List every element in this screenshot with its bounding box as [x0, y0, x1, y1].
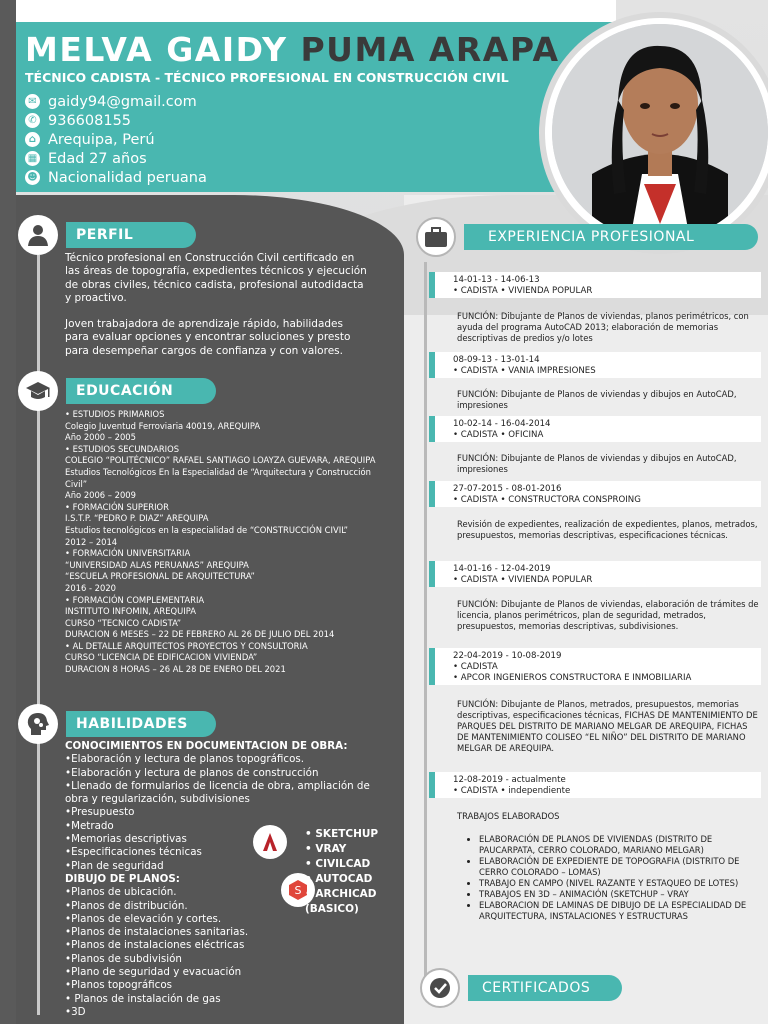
- habilidad-item: •Elaboración y lectura de planos de construcción: [65, 766, 319, 779]
- software-item: • AUTOCAD: [305, 873, 373, 885]
- section-title: PERFIL: [66, 222, 196, 248]
- software-item: • ARCHICAD: [305, 888, 377, 900]
- home-icon: ⌂: [25, 132, 40, 147]
- plano-item: •Planos de instalaciones eléctricas: [65, 939, 245, 952]
- calendar-icon: ▦: [25, 151, 40, 166]
- educacion-line: • AL DETALLE ARQUITECTOS PROYECTOS Y CONSULTORIA: [65, 640, 308, 651]
- email-icon: ✉: [25, 94, 40, 109]
- plano-item: •Planos de elevación y cortes.: [65, 912, 222, 925]
- job-header: [435, 481, 761, 507]
- job-role: • CADISTA: [453, 662, 498, 672]
- software-item: • CIVILCAD: [305, 858, 371, 870]
- educacion-line: Año 2000 – 2005: [65, 432, 136, 443]
- job-header: [435, 352, 761, 378]
- educacion-line: INSTITUTO INFOMIN, AREQUIPA: [65, 606, 196, 617]
- section-title: HABILIDADES: [66, 711, 216, 737]
- plano-item: •3D: [65, 1005, 86, 1018]
- plano-item: •Planos de ubicación.: [65, 886, 177, 899]
- full-name: MELVA GAIDY PUMA ARAPA: [25, 30, 560, 69]
- software-item: • VRAY: [305, 843, 347, 855]
- section-title: CERTIFICADOS: [468, 975, 622, 1001]
- habilidad-item: •Memorias descriptivas: [65, 833, 187, 846]
- educacion-line: “UNIVERSIDAD ALAS PERUANAS” AREQUIPA: [65, 559, 249, 570]
- job-function: FUNCIÓN: Dibujante de Planos de viviendas y dibujos en AutoCAD, impresiones: [457, 389, 737, 410]
- job-role: • CADISTA • VIVIENDA POPULAR: [453, 575, 593, 585]
- educacion-line: CURSO “LICENCIA DE EDIFICACION VIVIENDA”: [65, 652, 258, 663]
- job-header: [435, 416, 761, 442]
- job-dates: 08-09-13 - 13-01-14: [453, 355, 540, 365]
- job-role: • CADISTA • VIVIENDA POPULAR: [453, 286, 593, 296]
- contact-nationality: ☻ Nacionalidad peruana: [25, 168, 207, 187]
- person-icon: ☻: [25, 170, 40, 185]
- plano-item: •Planos de subdivisión: [65, 952, 182, 965]
- job-function: FUNCIÓN: Dibujante de Planos de viviendas, elaboración de trámites de licencia, planos perimétricos, plan de seguridad, metrados, presupuestos, memorias descriptivas, subdivisiones.: [457, 599, 759, 631]
- trabajo-item: • ELABORACIÓN DE EXPEDIENTE DE TOPOGRAFIA (DISTRITO DE CERRO COLORADO – LOMAS): [479, 856, 757, 878]
- job-function: FUNCIÓN: Dibujante de Planos de viviendas y dibujos en AutoCAD, impresiones: [457, 453, 737, 474]
- contact-age: ▦ Edad 27 años: [25, 149, 207, 168]
- educacion-list: [65, 409, 385, 676]
- habilidad-item: •Plan de seguridad: [65, 859, 164, 872]
- job-dates: 10-02-14 - 16-04-2014: [453, 419, 551, 429]
- job-function: FUNCIÓN: Dibujante de Planos, metrados, presupuestos, memorias descriptivas, especificaciones técnicas, FICHAS DE MANTENIMIENTO DE PARQUES DEL DISTRITO DE MARIANO MELGAR DE AREQUIPA, FICHAS DE MANTENIMIENTO COLISEO “EL NIÑO” DEL DISTRITO DE MARIANO MELGAR DE AREQUIPA.: [457, 699, 758, 753]
- habilidades-heading-2: DIBUJO DE PLANOS:: [65, 872, 180, 885]
- trabajo-item: • ELABORACIÓN DE PLANOS DE VIVIENDAS (DISTRITO DE PAUCARPATA, CERRO COLORADO, MARIANO MELGAR): [479, 834, 757, 856]
- educacion-line: CURSO “TECNICO CADISTA”: [65, 617, 182, 628]
- educacion-line: • ESTUDIOS PRIMARIOS: [65, 409, 165, 419]
- trabajos-title: TRABAJOS ELABORADOS: [457, 811, 560, 821]
- section-habilidades-header: [18, 704, 208, 744]
- trabajo-item: • ELABORACION DE LAMINAS DE DIBUJO DE LA ESPECIALIDAD DE ARQUITECTURA, INSTALACIONES Y ESTRUCTURAS: [479, 900, 757, 922]
- job-header: [435, 648, 761, 685]
- educacion-line: • ESTUDIOS SECUNDARIOS: [65, 443, 180, 454]
- certificate-badge-icon: [420, 968, 460, 1008]
- educacion-line: DURACION 6 MESES – 22 DE FEBRERO AL 26 DE JULIO DEL 2014: [65, 629, 335, 640]
- educacion-line: I.S.T.P. “PEDRO P. DIAZ” AREQUIPA: [65, 513, 209, 524]
- educacion-line: • FORMACIÓN UNIVERSITARIA: [65, 548, 191, 559]
- job-header: [435, 561, 761, 587]
- habilidad-item: •Metrado: [65, 819, 114, 832]
- habilidad-item: •Presupuesto: [65, 806, 135, 819]
- perfil-paragraph-2: Joven trabajadora de aprendizaje rápido, habilidades para evaluar opciones y encontrar soluciones y presto para desempeñar cargos de confianza y con valores.: [65, 318, 351, 357]
- educacion-line: DURACION 8 HORAS – 26 AL 28 DE ENERO DEL 2021: [65, 664, 286, 675]
- plano-item: • Planos de instalación de gas: [65, 992, 221, 1005]
- educacion-line: Año 2006 – 2009: [65, 490, 136, 501]
- profile-photo: [552, 24, 768, 240]
- educacion-line: COLEGIO “POLITÉCNICO” RAFAEL SANTIAGO LOAYZA GUEVARA, AREQUIPA: [65, 455, 376, 466]
- software-item: (BASICO): [305, 903, 359, 915]
- user-icon: [18, 215, 58, 255]
- educacion-line: • FORMACIÓN COMPLEMENTARIA: [65, 594, 205, 605]
- job-role: • CADISTA • VANIA IMPRESIONES: [453, 366, 596, 376]
- plano-item: •Planos de instalaciones sanitarias.: [65, 926, 249, 939]
- job-role: • CADISTA • CONSTRUCTORA CONSPROING: [453, 495, 641, 505]
- job-role: • CADISTA • independiente: [453, 786, 571, 796]
- job-company: • APCOR INGENIEROS CONSTRUCTORA E INMOBILIARIA: [453, 673, 692, 683]
- section-educacion-header: [18, 371, 208, 411]
- trabajos-elaborados: [457, 811, 757, 922]
- job-function: FUNCIÓN: Dibujante de Planos de viviendas, planos perimétricos, con ayuda del programa AutoCAD 2013; elaboración de memorias descriptivas de predios y/o lotes: [457, 311, 749, 343]
- head-gears-icon: [18, 704, 58, 744]
- habilidades-heading-1: CONOCIMIENTOS EN DOCUMENTACION DE OBRA:: [65, 740, 348, 752]
- contact-phone: ✆ 936608155: [25, 111, 207, 130]
- job-header: [435, 772, 761, 798]
- educacion-line: Estudios Tecnológicos En la Especialidad de “Arquitectura y Construcción Civil”: [65, 466, 371, 489]
- section-title: EDUCACIÓN: [66, 378, 216, 404]
- job-header: [435, 272, 761, 298]
- job-dates: 12-08-2019 - actualmente: [453, 775, 566, 785]
- contact-location: ⌂ Arequipa, Perú: [25, 130, 207, 149]
- educacion-line: 2016 - 2020: [65, 582, 116, 593]
- perfil-paragraph-1: Técnico profesional en Construcción Civil certificado en las áreas de topografía, expedientes técnicos y ejecución de obras civiles, técnico cadista, profesional autodidacta y proactivo.: [65, 252, 367, 304]
- svg-text:S: S: [294, 884, 302, 897]
- right-timeline-line: [424, 262, 427, 982]
- plano-item: •Planos topográficos: [65, 979, 172, 992]
- habilidad-item: •Llenado de formularios de licencia de obra, ampliación de obra y regularización, subdivisiones: [65, 779, 370, 806]
- left-timeline-line: [37, 255, 40, 1015]
- educacion-line: Estudios tecnológicos en la especialidad de “CONSTRUCCIÓN CIVIL”: [65, 524, 348, 535]
- job-dates: 14-01-16 - 12-04-2019: [453, 564, 551, 574]
- job-title: TÉCNICO CADISTA - TÉCNICO PROFESIONAL EN CONSTRUCCIÓN CIVIL: [25, 70, 509, 85]
- job-function: Revisión de expedientes, realización de expedientes, planos, metrados, presupuestos, memorias descriptivas, especificaciones técnicas.: [457, 519, 758, 540]
- software-list: [305, 827, 378, 917]
- habilidad-item: •Elaboración y lectura de planos topográficos.: [65, 753, 305, 766]
- phone-icon: ✆: [25, 113, 40, 128]
- job-role: • CADISTA • OFICINA: [453, 430, 544, 440]
- trabajo-item: • TRABAJO EN CAMPO (NIVEL RAZANTE Y ESTAQUEO DE LOTES): [479, 878, 757, 889]
- job-dates: 22-04-2019 - 10-08-2019: [453, 651, 562, 661]
- educacion-line: 2012 – 2014: [65, 536, 118, 547]
- habilidad-item: •Especificaciones técnicas: [65, 846, 202, 859]
- section-title: EXPERIENCIA PROFESIONAL: [464, 224, 758, 250]
- section-perfil-header: [18, 215, 208, 255]
- trabajo-item: • TRABAJOS EN 3D – ANIMACIÓN (SKETCHUP – VRAY: [479, 889, 757, 900]
- briefcase-icon: [416, 217, 456, 257]
- left-strip: [0, 0, 16, 1024]
- autocad-icon: [253, 825, 287, 859]
- educacion-line: “ESCUELA PROFESIONAL DE ARQUITECTURA”: [65, 571, 255, 582]
- educacion-line: • FORMACIÓN SUPERIOR: [65, 501, 169, 512]
- contact-list: [25, 92, 207, 187]
- graduation-cap-icon: [18, 371, 58, 411]
- educacion-line: Colegio Juventud Ferroviaria 40019, AREQUIPA: [65, 420, 261, 431]
- job-dates: 27-07-2015 - 08-01-2016: [453, 484, 562, 494]
- plano-item: •Plano de seguridad y evacuación: [65, 966, 242, 979]
- software-item: • SKETCHUP: [305, 828, 379, 840]
- job-dates: 14-01-13 - 14-06-13: [453, 275, 540, 285]
- plano-item: •Planos de distribución.: [65, 899, 188, 912]
- contact-email: ✉ gaidy94@gmail.com: [25, 92, 207, 111]
